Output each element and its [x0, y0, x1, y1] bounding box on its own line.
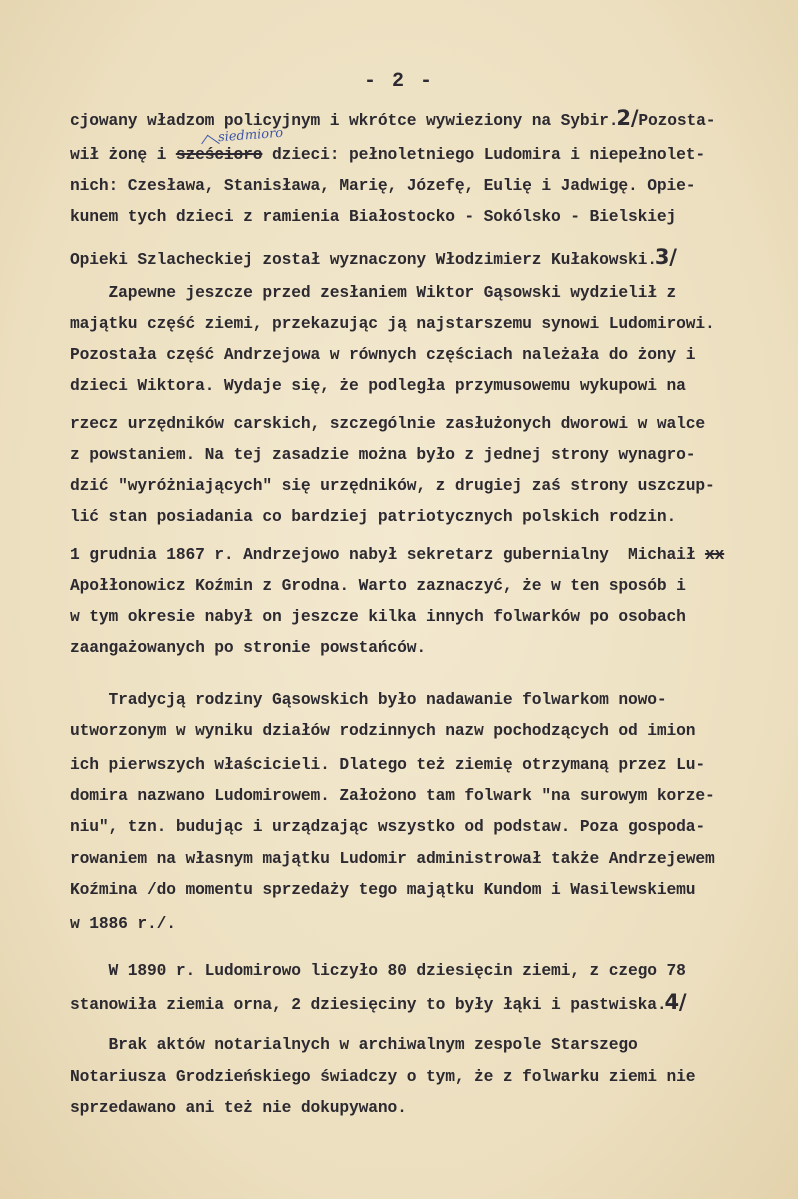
text-line	[70, 376, 790, 396]
line-text: stanowiła ziemia orna, 2 dziesięciny to były łąki i pastwiska.	[70, 995, 667, 1014]
struck-text: sześcioro	[175, 145, 263, 164]
line-text: wił żonę i	[70, 145, 176, 164]
line-text: zaangażowanych po stronie powstańców.	[70, 638, 426, 657]
line-text: Pozostała część Andrzejowa w równych częściach należała do żony i	[70, 345, 696, 364]
text-line	[70, 880, 790, 900]
text-line	[70, 755, 790, 775]
line-text: Koźmina /do momentu sprzedaży tego majątku Kundom i Wasilewskiemu	[70, 880, 696, 899]
page-number: - 2 -	[363, 70, 434, 93]
text-line	[70, 961, 790, 981]
text-line	[70, 545, 790, 565]
line-text: dzieci Wiktora. Wydaje się, że podległa przymusowemu wykupowi na	[70, 376, 686, 395]
footnote-ref: 2/	[616, 106, 639, 130]
text-line	[70, 314, 790, 334]
line-text: domira nazwano Ludomirowem. Założono tam folwark "na surowym korze-	[70, 786, 715, 805]
line-text: rzecz urzędników carskich, szczególnie zasłużonych dworowi w walce	[70, 414, 705, 433]
text-line	[70, 414, 790, 434]
line-text: W 1890 r. Ludomirowo liczyło 80 dziesięcin ziemi, z czego 78	[70, 961, 686, 980]
line-text: Opieki Szlacheckiej został wyznaczony Włodzimierz Kułakowski.	[70, 250, 657, 269]
text-line	[70, 721, 790, 741]
handwritten-insertion: siedmioro	[217, 125, 284, 146]
line-text: cjowany władzom policyjnym i wkrótce wywieziony na Sybir.	[70, 111, 619, 130]
text-line	[70, 507, 790, 527]
line-text: ich pierwszych właścicieli. Dlatego też ziemię otrzymaną przez Lu-	[70, 755, 705, 774]
text-line	[70, 607, 790, 627]
text-line	[70, 638, 790, 658]
text-line	[70, 849, 790, 869]
text-line	[70, 247, 790, 270]
line-text: nich: Czesława, Stanisława, Marię, Józefę, Eulię i Jadwigę. Opie-	[70, 176, 696, 195]
line-text: z powstaniem. Na tej zasadzie można było z jednej strony wynagro-	[70, 445, 696, 464]
footnote-ref: 4/	[664, 990, 687, 1014]
text-line	[70, 108, 790, 131]
line-text: dzieci: pełnoletniego Ludomira i niepełnolet-	[262, 145, 705, 164]
text-line	[70, 914, 790, 934]
line-text: w 1886 r./.	[70, 914, 176, 933]
line-text: Notariusza Grodzieńskiego świadczy o tym, że z folwarku ziemi nie	[70, 1067, 696, 1086]
text-line	[70, 145, 790, 165]
text-line	[70, 476, 790, 496]
line-text: lić stan posiadania co bardziej patriotycznych polskich rodzin.	[70, 507, 677, 526]
line-text: Pozosta-	[638, 111, 716, 130]
line-text: utworzonym w wyniku działów rodzinnych nazw pochodzących od imion	[70, 721, 696, 740]
text-line	[70, 345, 790, 365]
struck-text: xx	[704, 545, 725, 564]
text-line	[70, 445, 790, 465]
text-line	[70, 1035, 790, 1055]
line-text: niu", tzn. budując i urządzając wszystko od podstaw. Poza gospoda-	[70, 817, 705, 836]
line-text: majątku część ziemi, przekazując ją najstarszemu synowi Ludomirowi.	[70, 314, 715, 333]
line-text: Apołłonowicz Koźmin z Grodna. Warto zaznaczyć, że w ten sposób i	[70, 576, 686, 595]
text-line	[70, 207, 790, 227]
text-line	[70, 176, 790, 196]
text-line	[70, 1098, 790, 1118]
line-text: kunem tych dzieci z ramienia Białostocko - Sokólsko - Bielskiej	[70, 207, 677, 226]
line-text: Zapewne jeszcze przed zesłaniem Wiktor Gąsowski wydzielił z	[70, 283, 677, 302]
line-text: dzić "wyróżniających" się urzędników, z drugiej zaś strony uszczup-	[70, 476, 715, 495]
text-line	[70, 992, 790, 1015]
text-line	[70, 1067, 790, 1087]
text-line	[70, 817, 790, 837]
text-line	[70, 690, 790, 710]
line-text: w tym okresie nabył on jeszcze kilka innych folwarków po osobach	[70, 607, 686, 626]
line-text: Brak aktów notarialnych w archiwalnym zespole Starszego	[70, 1035, 638, 1054]
line-text: Tradycją rodziny Gąsowskich było nadawanie folwarkom nowo-	[70, 690, 667, 709]
line-text: rowaniem na własnym majątku Ludomir administrował także Andrzejewem	[70, 849, 715, 868]
line-text: sprzedawano ani też nie dokupywano.	[70, 1098, 407, 1117]
line-text: 1 grudnia 1867 r. Andrzejowo nabył sekretarz gubernialny Michaił	[70, 545, 705, 564]
text-line	[70, 283, 790, 303]
text-line	[70, 576, 790, 596]
text-line	[70, 786, 790, 806]
footnote-ref: 3/	[654, 245, 677, 269]
